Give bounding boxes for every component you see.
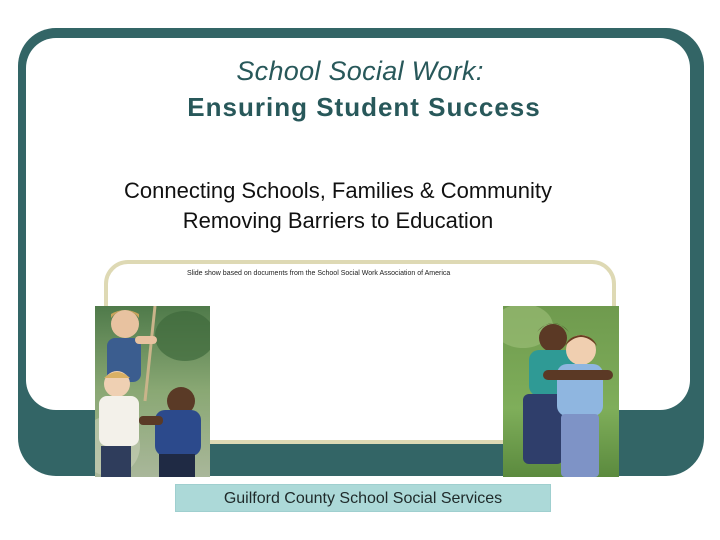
children-hugging-photo [503,306,619,477]
subtitle-line1: Connecting Schools, Families & Community [124,178,552,203]
children-tug-of-war-photo [95,306,210,477]
source-note: Slide show based on documents from the School Social Work Association of America [187,270,451,277]
subtitle-line2: Removing Barriers to Education [182,208,494,233]
footer-banner: Guilford County School Social Services [175,484,551,512]
slide-title-line2: Ensuring Student Success [187,92,541,122]
slide-title-line1: School Social Work: [236,56,484,86]
